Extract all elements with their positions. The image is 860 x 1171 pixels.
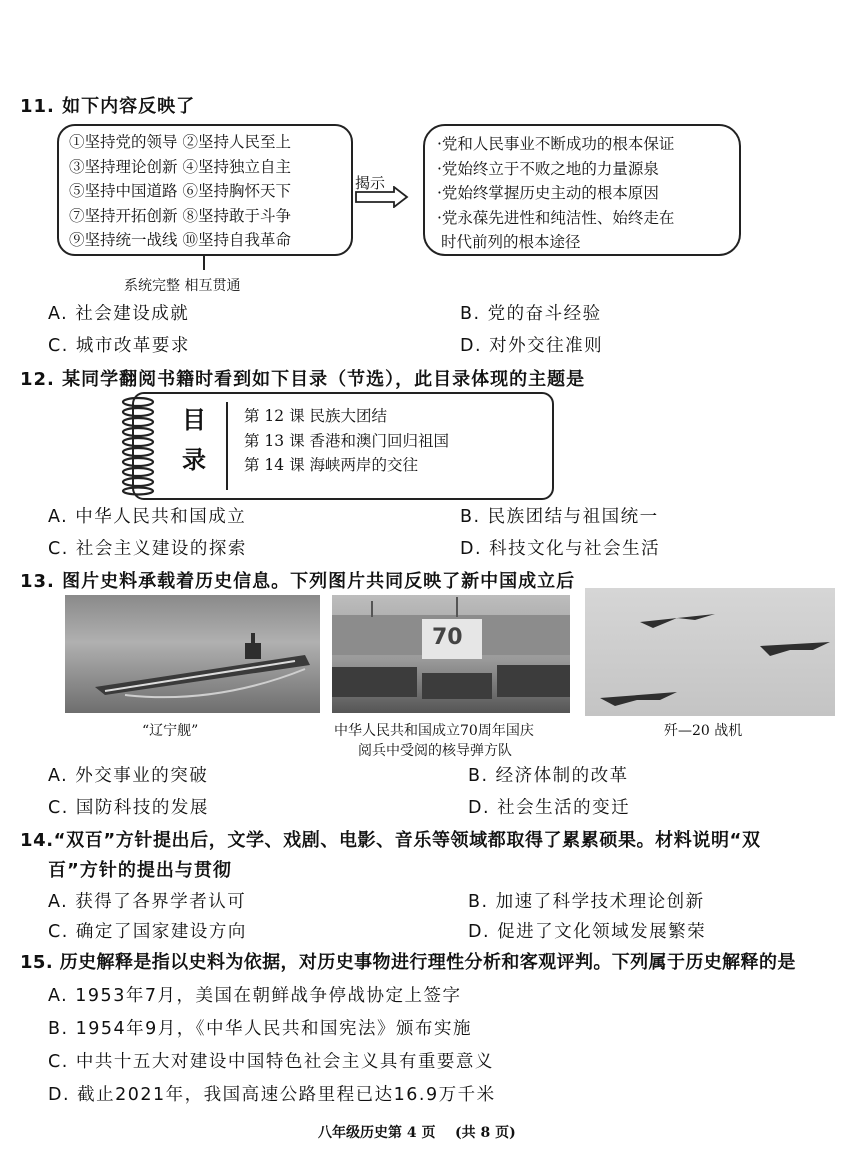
question-11-stem: 11. 如下内容反映了: [20, 96, 196, 117]
question-13-stem: 13. 图片史料承载着历史信息。下列图片共同反映了新中国成立后: [20, 571, 576, 592]
q11-right-box: [423, 124, 741, 256]
q14-option-d: D. 促进了文化领域发展繁荣: [468, 922, 707, 942]
q12-catalog-title: 目 录: [182, 405, 206, 474]
question-14-stem-line1: 14.“双百”方针提出后，文学、戏剧、电影、音乐等领域都取得了累累硕果。材料说明“双: [20, 830, 761, 851]
question-14-stem-line2: 百”方针的提出与贯彻: [48, 860, 232, 881]
catalog-item: 第 14 课 海峡两岸的交往: [244, 456, 419, 474]
photo2-caption-line1: 中华人民共和国成立70周年国庆: [334, 723, 534, 739]
q12-option-b: B. 民族团结与祖国统一: [460, 507, 659, 527]
q11-option-a: A. 社会建设成就: [48, 304, 190, 324]
q12-catalog-items: [244, 404, 449, 478]
q15-option-a: A. 1953年7月，美国在朝鲜战争停战协定上签字: [48, 986, 462, 1006]
aircraft-carrier-photo: [65, 595, 320, 713]
q13-option-a: A. 外交事业的突破: [48, 766, 209, 786]
page-footer: 八年级历史第 4 页 (共 8 页): [318, 1125, 516, 1141]
q13-option-d: D. 社会生活的变迁: [468, 798, 631, 818]
q11-left-line: ⑦坚持开拓创新 ⑧坚持敢于斗争: [69, 206, 291, 225]
q11-option-c: C. 城市改革要求: [48, 336, 190, 356]
q12-option-c: C. 社会主义建设的探索: [48, 539, 247, 559]
q11-left-line: ③坚持理论创新 ④坚持独立自主: [69, 157, 291, 176]
q11-left-line: ①坚持党的领导 ②坚持人民至上: [69, 133, 291, 151]
q11-left-line: ⑤坚持中国道路 ⑥坚持胸怀天下: [69, 182, 291, 200]
q11-brace-label: 系统完整 相互贯通: [124, 278, 241, 294]
photo1-caption: “辽宁舰”: [142, 723, 199, 739]
j20-fighter-photo: [585, 588, 835, 716]
q11-left-line: ⑨坚持统一战线 ⑩坚持自我革命: [69, 231, 291, 249]
q11-connector-line: [203, 256, 205, 270]
parade-banner-text: 70: [432, 625, 463, 650]
q12-catalog-box: [132, 392, 554, 500]
q15-option-b: B. 1954年9月，《中华人民共和国宪法》颁布实施: [48, 1019, 473, 1039]
q11-right-line: ·党始终掌握历史主动的根本原因: [437, 184, 659, 202]
q12-option-d: D. 科技文化与社会生活: [460, 539, 661, 559]
q14-option-b: B. 加速了科学技术理论创新: [468, 892, 705, 912]
q15-option-c: C. 中共十五大对建设中国特色社会主义具有重要意义: [48, 1052, 494, 1072]
q11-right-line: 时代前列的根本途径: [441, 233, 581, 251]
photo2-caption-line2: 阅兵中受阅的核导弹方队: [358, 743, 512, 759]
q15-option-d: D. 截止2021年，我国高速公路里程已达16.9万千米: [48, 1085, 496, 1105]
q11-left-box: [57, 124, 353, 256]
question-12-stem: 12. 某同学翻阅书籍时看到如下目录（节选），此目录体现的主题是: [20, 369, 586, 390]
q12-catalog-divider: [226, 402, 228, 490]
q11-right-line: ·党永葆先进性和纯洁性、始终走在: [437, 208, 675, 227]
question-15-stem: 15. 历史解释是指以史料为依据，对历史事物进行理性分析和客观评判。下列属于历史解释的是: [20, 952, 796, 973]
parade-missile-photo: [332, 595, 570, 713]
photo3-caption: 歼—20 战机: [664, 723, 743, 739]
q11-right-line: ·党始终立于不败之地的力量源泉: [437, 159, 659, 178]
q13-option-c: C. 国防科技的发展: [48, 798, 209, 818]
q14-option-c: C. 确定了国家建设方向: [48, 922, 247, 942]
q14-option-a: A. 获得了各界学者认可: [48, 892, 247, 912]
q11-option-b: B. 党的奋斗经验: [460, 304, 602, 324]
q11-right-line: ·党和人民事业不断成功的根本保证: [437, 135, 675, 153]
q11-option-d: D. 对外交往准则: [460, 336, 604, 356]
catalog-item: 第 13 课 香港和澳门回归祖国: [244, 431, 450, 450]
q13-option-b: B. 经济体制的改革: [468, 766, 629, 786]
q11-arrow-label: 揭示: [355, 174, 386, 192]
q12-option-a: A. 中华人民共和国成立: [48, 507, 247, 527]
q11-arrow-icon: [354, 186, 410, 208]
catalog-item: 第 12 课 民族大团结: [244, 407, 388, 425]
notebook-spiral-icon: [118, 394, 158, 496]
